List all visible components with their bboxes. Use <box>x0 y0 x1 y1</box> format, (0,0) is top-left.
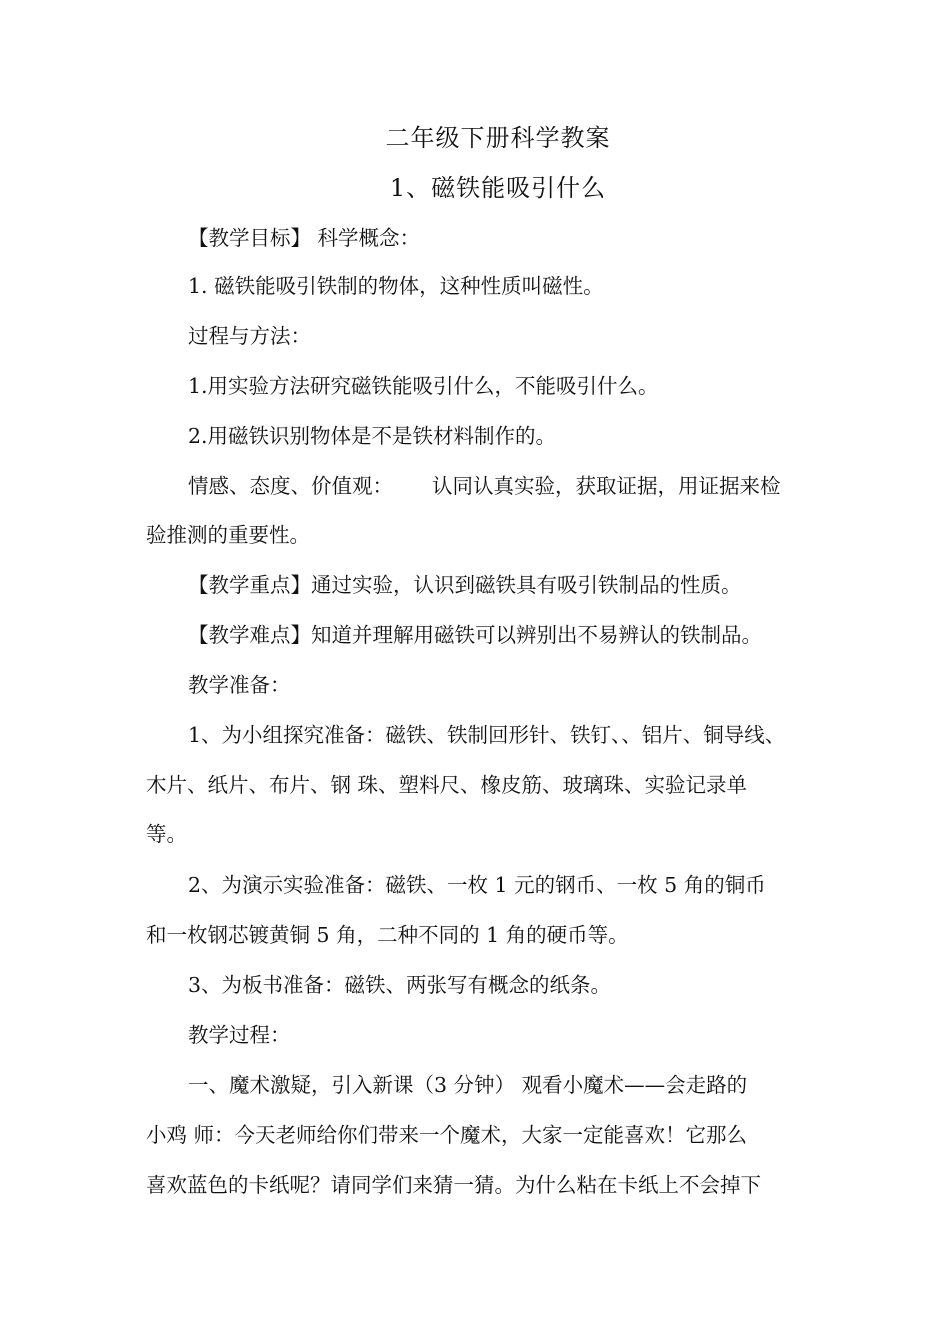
objective-line-1: 1. 磁铁能吸引铁制的物体，这种性质叫磁性。 <box>188 274 604 298</box>
method-line-2: 2.用磁铁识别物体是不是铁材料制作的。 <box>188 424 557 448</box>
attitude-text: 认同认真实验，获取证据，用证据来检 <box>432 474 781 498</box>
method-line-1: 1.用实验方法研究磁铁能吸引什么，不能吸引什么。 <box>188 374 659 398</box>
teaching-objectives-heading: 【教学目标】 科学概念： <box>188 226 421 250</box>
attitude-heading: 情感、态度、价值观： <box>188 474 393 498</box>
teaching-difficulty: 【教学难点】知道并理解用磁铁可以辨别出不易辨认的铁制品。 <box>188 623 762 647</box>
attitude-line <box>188 472 812 500</box>
document-title: 二年级下册科学教案 <box>385 124 611 152</box>
attitude-text-continued: 验推测的重要性。 <box>146 523 310 547</box>
process-line-2: 小鸡 师：今天老师给你们带来一个魔术，大家一定能喜欢！它那么 <box>146 1123 748 1147</box>
process-line-3: 喜欢蓝色的卡纸呢？请同学们来猜一猜。为什么粘在卡纸上不会掉下 <box>146 1173 761 1197</box>
board-preparation-line: 3、为板书准备：磁铁、两张写有概念的纸条。 <box>188 973 612 997</box>
lesson-title: 1、磁铁能吸引什么 <box>389 174 607 202</box>
demo-preparation-line-1: 2、为演示实验准备：磁铁、一枚 1 元的钢币、一枚 5 角的铜币 <box>188 873 766 897</box>
teaching-process-heading: 教学过程： <box>188 1023 291 1047</box>
teaching-preparation-heading: 教学准备： <box>188 673 291 697</box>
group-preparation-line-3: 等。 <box>146 822 187 846</box>
teaching-key-point: 【教学重点】通过实验，认识到磁铁具有吸引铁制品的性质。 <box>188 573 742 597</box>
process-method-heading: 过程与方法： <box>188 324 311 348</box>
group-preparation-line-1: 1、为小组探究准备：磁铁、铁制回形针、铁钉、、铝片、铜导线、 <box>188 723 786 747</box>
demo-preparation-line-2: 和一枚钢芯镀黄铜 5 角，二种不同的 1 角的硬币等。 <box>146 923 629 947</box>
group-preparation-line-2: 木片、纸片、布片、钢 珠、塑料尺、橡皮筋、玻璃珠、实验记录单 <box>146 773 748 797</box>
process-line-1: 一、魔术激疑，引入新课（3 分钟） 观看小魔术——会走路的 <box>188 1073 748 1097</box>
